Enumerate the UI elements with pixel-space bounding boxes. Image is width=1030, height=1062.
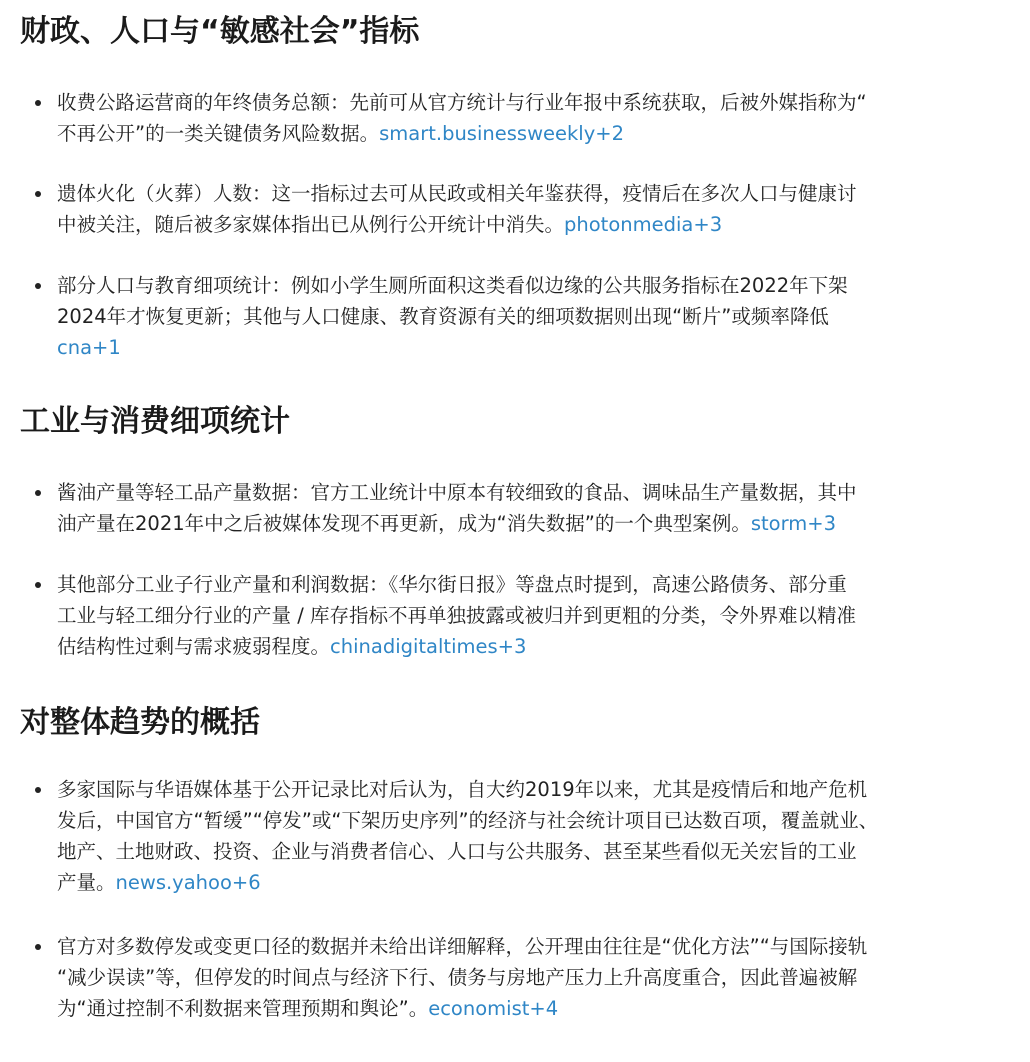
source-link[interactable]: smart.businessweekly+2 (379, 122, 625, 145)
list-item (57, 774, 996, 898)
item-text-line: “减少误读”等，但停发的时间点与经济下行、债务与房地产压力上升高度重合，因此普遍被解 (57, 966, 858, 989)
section-heading: 工业与消费细项统计 (20, 404, 290, 439)
bullet-icon (35, 283, 41, 289)
source-link[interactable]: chinadigitaltimes+3 (330, 635, 527, 658)
list-item (57, 569, 996, 662)
list-item (57, 87, 996, 149)
item-text-line: 官方对多数停发或变更口径的数据并未给出详细解释，公开理由往往是“优化方法”“与国际接轨 (57, 935, 868, 958)
source-link[interactable]: storm+3 (750, 512, 836, 535)
item-text-line: 酱油产量等轻工品产量数据：官方工业统计中原本有较细致的食品、调味品生产量数据，其中 (57, 481, 857, 504)
source-link[interactable]: cna+1 (57, 336, 121, 359)
source-link[interactable]: economist+4 (428, 997, 559, 1020)
item-text: 油产量在2021年中之后被媒体发现不再更新，成为“消失数据”的一个典型案例。 (57, 512, 751, 535)
item-text-line: 其他部分工业子行业产量和利润数据：《华尔街日报》等盘点时提到，高速公路债务、部分重 (57, 573, 847, 596)
section-heading: 财政、人口与“敏感社会”指标 (20, 14, 420, 49)
item-text-line (57, 209, 996, 240)
item-text-line (57, 631, 996, 662)
item-text-line: 发后，中国官方“暂缓”“停发”或“下架历史序列”的经济与社会统计项目已达数百项，覆盖就业、 (57, 809, 879, 832)
item-text: 中被关注，随后被多家媒体指出已从例行公开统计中消失。 (57, 213, 565, 236)
item-text-line (57, 993, 996, 1024)
item-text: 产量。 (57, 871, 116, 894)
bullet-icon (35, 582, 41, 588)
item-text-line (57, 508, 996, 539)
bullet-icon (35, 100, 41, 106)
item-text-line: 收费公路运营商的年终债务总额：先前可从官方统计与行业年报中系统获取，后被外媒指称为“ (57, 91, 867, 114)
item-text-line: 遗体火化（火葬）人数：这一指标过去可从民政或相关年鉴获得，疫情后在多次人口与健康讨 (57, 182, 857, 205)
item-text: 估结构性过剩与需求疲弱程度。 (57, 635, 331, 658)
list-item (57, 477, 996, 539)
item-text-line (57, 332, 996, 363)
bullet-icon (35, 191, 41, 197)
item-text-line (57, 118, 996, 149)
list-item (57, 931, 996, 1024)
bullet-icon (35, 787, 41, 793)
item-text-line: 多家国际与华语媒体基于公开记录比对后认为，自大约2019年以来，尤其是疫情后和地产危机 (57, 778, 868, 801)
source-link[interactable]: photonmedia+3 (564, 213, 723, 236)
item-text: 不再公开”的一类关键债务风险数据。 (57, 122, 380, 145)
item-text-line: 2024年才恢复更新；其他与人口健康、教育资源有关的细项数据则出现“断片”或频率降低 (57, 305, 829, 328)
source-link[interactable]: news.yahoo+6 (115, 871, 261, 894)
item-text-line: 部分人口与教育细项统计：例如小学生厕所面积这类看似边缘的公共服务指标在2022年下架 (57, 274, 848, 297)
list-item (57, 270, 996, 363)
section-heading: 对整体趋势的概括 (20, 705, 260, 740)
list-item (57, 178, 996, 240)
bullet-icon (35, 944, 41, 950)
item-text-line: 地产、土地财政、投资、企业与消费者信心、人口与公共服务、甚至某些看似无关宏旨的工业 (57, 840, 857, 863)
bullet-icon (35, 490, 41, 496)
item-text: 为“通过控制不利数据来管理预期和舆论”。 (57, 997, 429, 1020)
item-text-line: 工业与轻工细分行业的产量 / 库存指标不再单独披露或被归并到更粗的分类，令外界难以精准 (57, 604, 856, 627)
item-text-line (57, 867, 996, 898)
